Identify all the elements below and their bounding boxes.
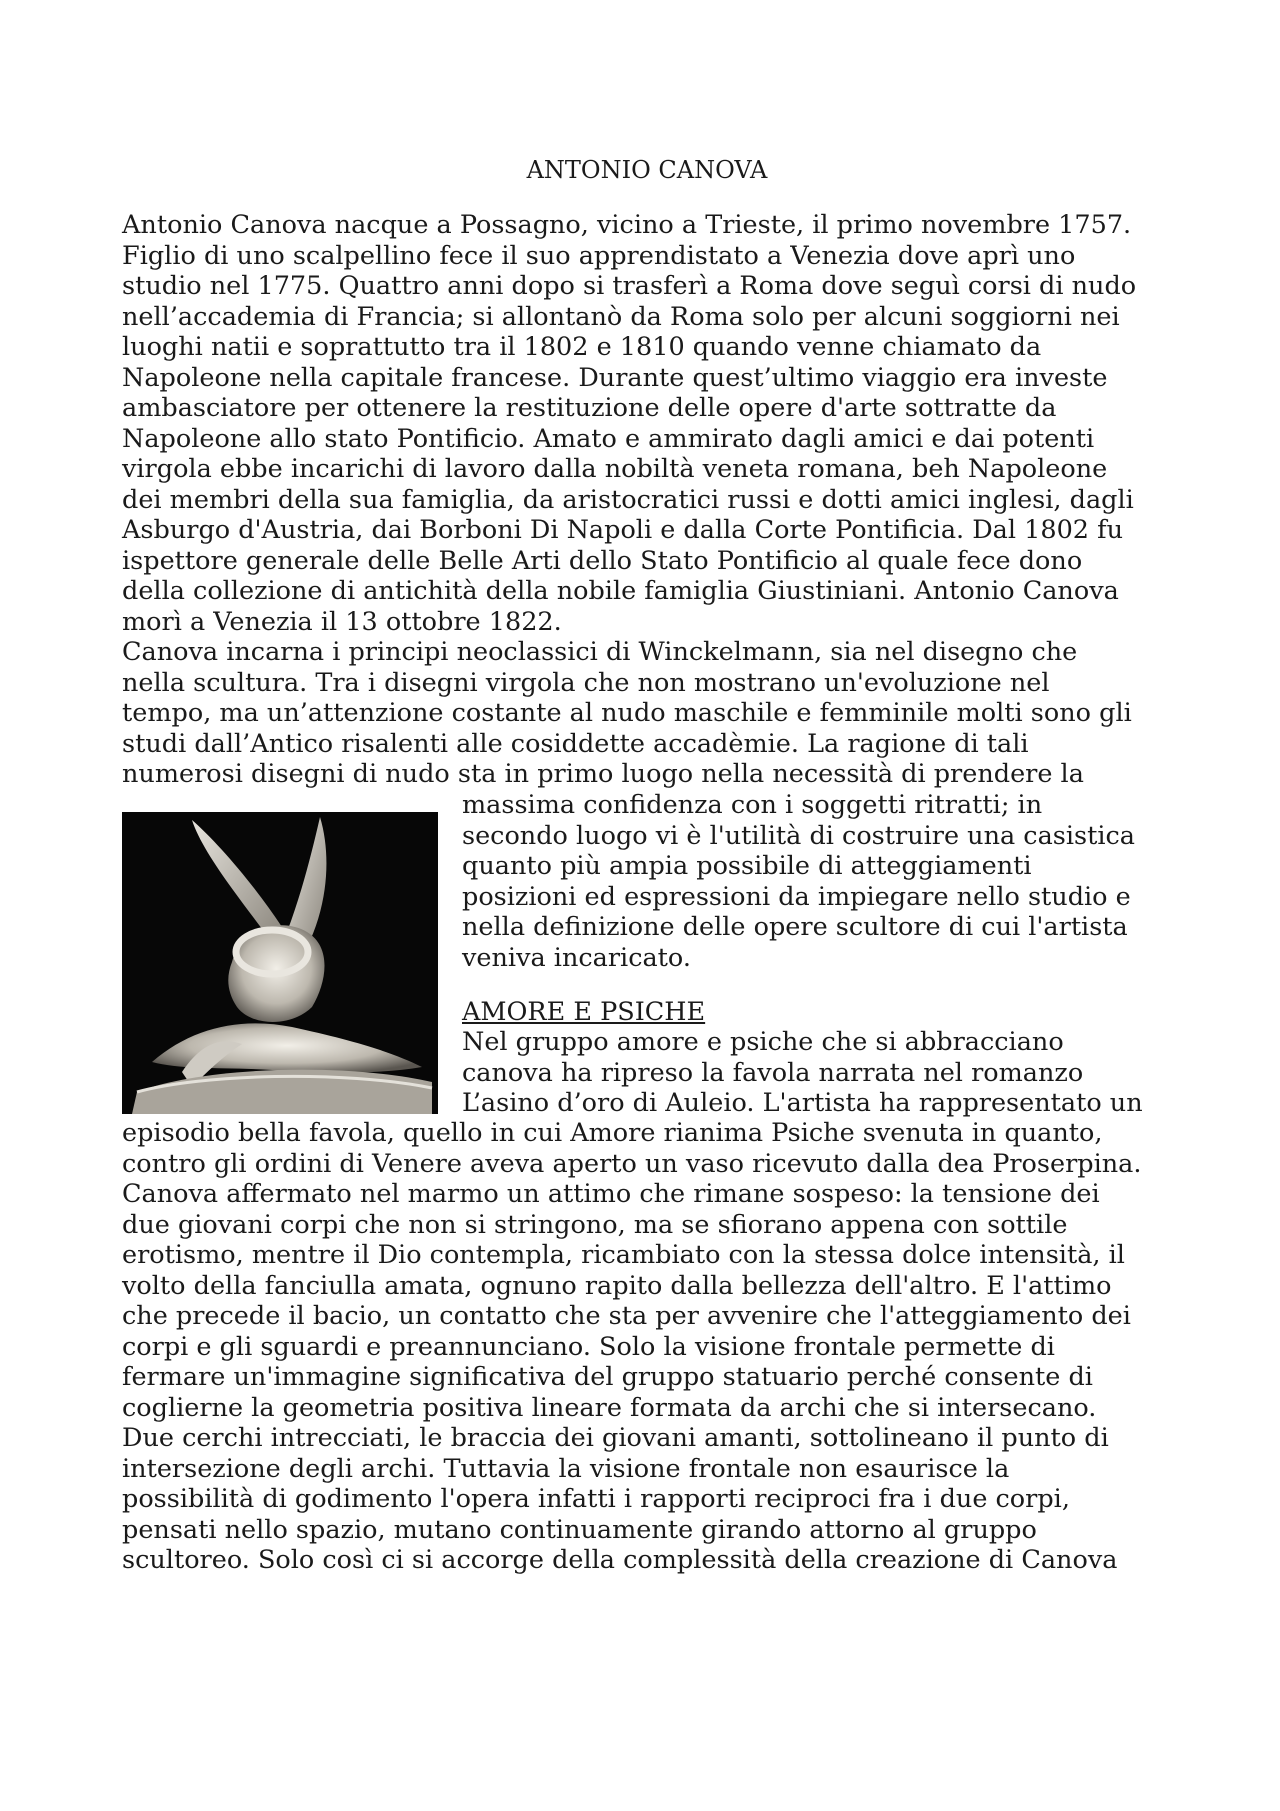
text-line: massima confidenza con i soggetti ritratti; in bbox=[462, 790, 1043, 820]
text-line: Asburgo d'Austria, dai Borboni Di Napoli e dalla Corte Pontificia. Dal 1802 fu bbox=[122, 515, 1123, 545]
text-line: corpi e gli sguardi e preannunciano. Solo la visione frontale permette di bbox=[122, 1331, 1055, 1362]
text-line: erotismo, mentre il Dio contempla, ricambiato con la stessa dolce intensità, il bbox=[122, 1240, 1125, 1270]
text-line: ambasciatore per ottenere la restituzione delle opere d'arte sottratte da bbox=[122, 393, 1057, 423]
text-line: L’asino d’oro di Auleio. L'artista ha rappresentato un bbox=[462, 1088, 1143, 1118]
text-line: canova ha ripreso la favola narrata nel romanzo bbox=[462, 1057, 1084, 1088]
text-line: che precede il bacio, un contatto che sta per avvenire che l'atteggiamento dei bbox=[122, 1301, 1131, 1331]
text-line: virgola ebbe incarichi di lavoro dalla nobiltà veneta romana, beh Napoleone bbox=[122, 454, 1108, 484]
text-line: tempo, ma un’attenzione costante al nudo maschile e femminile molti sono gli bbox=[122, 698, 1132, 728]
text-line: nella definizione delle opere scultore di cui l'artista bbox=[462, 912, 1128, 942]
text-line: nell’accademia di Francia; si allontanò da Roma solo per alcuni soggiorni nei bbox=[122, 301, 1120, 332]
text-line: posizioni ed espressioni da impiegare nello studio e bbox=[462, 881, 1131, 912]
text-line: Nel gruppo amore e psiche che si abbracciano bbox=[462, 1027, 1064, 1057]
text-line: quanto più ampia possibile di atteggiamenti bbox=[462, 851, 1032, 881]
text-line: intersezione degli archi. Tuttavia la visione frontale non esaurisce la bbox=[122, 1453, 1010, 1484]
paragraph-biography bbox=[122, 210, 1136, 790]
text-line: studi dall’Antico risalenti alle cosiddette accadèmie. La ragione di tali bbox=[122, 728, 1029, 759]
text-line: Canova incarna i principi neoclassici di Winckelmann, sia nel disegno che bbox=[122, 637, 1078, 667]
section-heading: AMORE E PSICHE bbox=[462, 997, 706, 1027]
text-line: Due cerchi intrecciati, le braccia dei giovani amanti, sottolineano il punto di bbox=[122, 1423, 1109, 1453]
text-line: ispettore generale delle Belle Arti dello Stato Pontificio al quale fece dono bbox=[122, 545, 1083, 576]
sculpture-photo-icon bbox=[122, 812, 438, 1114]
text-line: fermare un'immagine significativa del gruppo statuario perché consente di bbox=[122, 1362, 1093, 1392]
text-line: veniva incaricato. bbox=[462, 942, 691, 973]
page-title: ANTONIO CANOVA bbox=[526, 156, 768, 184]
text-line: episodio bella favola, quello in cui Amore rianima Psiche svenuta in quanto, bbox=[122, 1118, 1103, 1148]
text-line: nella scultura. Tra i disegni virgola che non mostrano un'evoluzione nel bbox=[122, 667, 1050, 698]
text-line: contro gli ordini di Venere aveva aperto un vaso ricevuto dalla dea Proserpina. bbox=[122, 1148, 1142, 1179]
paragraph-amore-psiche bbox=[122, 1118, 1141, 1576]
text-line: numerosi disegni di nudo sta in primo luogo nella necessità di prendere la bbox=[122, 759, 1084, 789]
text-line: volto della fanciulla amata, ognuno rapito dalla bellezza dell'altro. E l'attimo bbox=[122, 1270, 1112, 1301]
text-line: due giovani corpi che non si stringono, ma se sfiorano appena con sottile bbox=[122, 1209, 1068, 1240]
text-line: studio nel 1775. Quattro anni dopo si trasferì a Roma dove seguì corsi di nudo bbox=[122, 271, 1137, 301]
text-line: coglierne la geometria positiva lineare formata da archi che si intersecano. bbox=[122, 1392, 1097, 1423]
text-line: Figlio di uno scalpellino fece il suo apprendistato a Venezia dove aprì uno bbox=[122, 240, 1076, 271]
text-line: Antonio Canova nacque a Possagno, vicino a Trieste, il primo novembre 1757. bbox=[122, 210, 1132, 240]
text-line: possibilità di godimento l'opera infatti i rapporti reciproci fra i due corpi, bbox=[122, 1484, 1070, 1514]
text-line: luoghi natii e soprattutto tra il 1802 e 1810 quando venne chiamato da bbox=[122, 332, 1042, 362]
text-line: dei membri della sua famiglia, da aristocratici russi e dotti amici inglesi, dagli bbox=[122, 484, 1134, 515]
text-line: Napoleone nella capitale francese. Durante quest’ultimo viaggio era investe bbox=[122, 362, 1108, 393]
text-line: secondo luogo vi è l'utilità di costruire una casistica bbox=[462, 820, 1136, 851]
paragraph-amore-psiche-start bbox=[462, 1027, 1143, 1119]
paragraph-biography-continued bbox=[462, 790, 1135, 973]
text-line: Canova affermato nel marmo un attimo che rimane sospeso: la tensione dei bbox=[122, 1179, 1100, 1209]
text-line: morì a Venezia il 13 ottobre 1822. bbox=[122, 606, 562, 637]
text-line: Napoleone allo stato Pontificio. Amato e ammirato dagli amici e dai potenti bbox=[122, 423, 1095, 454]
text-line: pensati nello spazio, mutano continuamente girando attorno al gruppo bbox=[122, 1514, 1037, 1545]
amore-e-psiche-sculpture-image bbox=[122, 812, 438, 1114]
text-line: della collezione di antichità della nobile famiglia Giustiniani. Antonio Canova bbox=[122, 576, 1119, 606]
text-line: scultoreo. Solo così ci si accorge della complessità della creazione di Canova bbox=[122, 1545, 1118, 1575]
